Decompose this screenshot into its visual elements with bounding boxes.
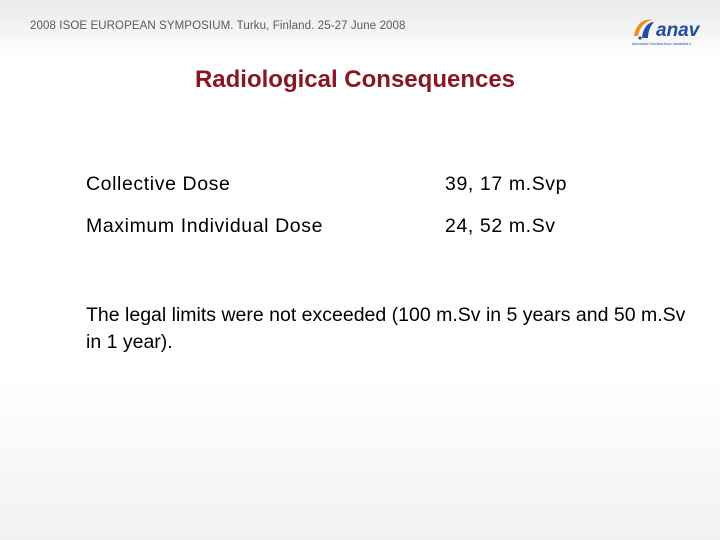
logo-wordmark: anav (656, 20, 700, 41)
logo-tagline: Asociación Nuclear Ascó-Vandellós II (632, 42, 692, 46)
collective-dose-value: 39, 17 m.Svp (445, 173, 568, 195)
anav-logo (628, 12, 710, 48)
collective-dose-label: Collective Dose (86, 173, 231, 195)
event-line: 2008 ISOE EUROPEAN SYMPOSIUM. Turku, Finland. 25-27 June 2008 (30, 20, 406, 32)
anav-swoosh-logo-icon (628, 12, 710, 48)
legal-limits-note: The legal limits were not exceeded (100 m.Sv in 5 years and 50 m.Sv in 1 year). (86, 304, 686, 353)
max-individual-dose-value: 24, 52 m.Sv (445, 215, 556, 237)
max-individual-dose-label: Maximum Individual Dose (86, 215, 324, 237)
slide-title: Radiological Consequences (194, 66, 516, 93)
